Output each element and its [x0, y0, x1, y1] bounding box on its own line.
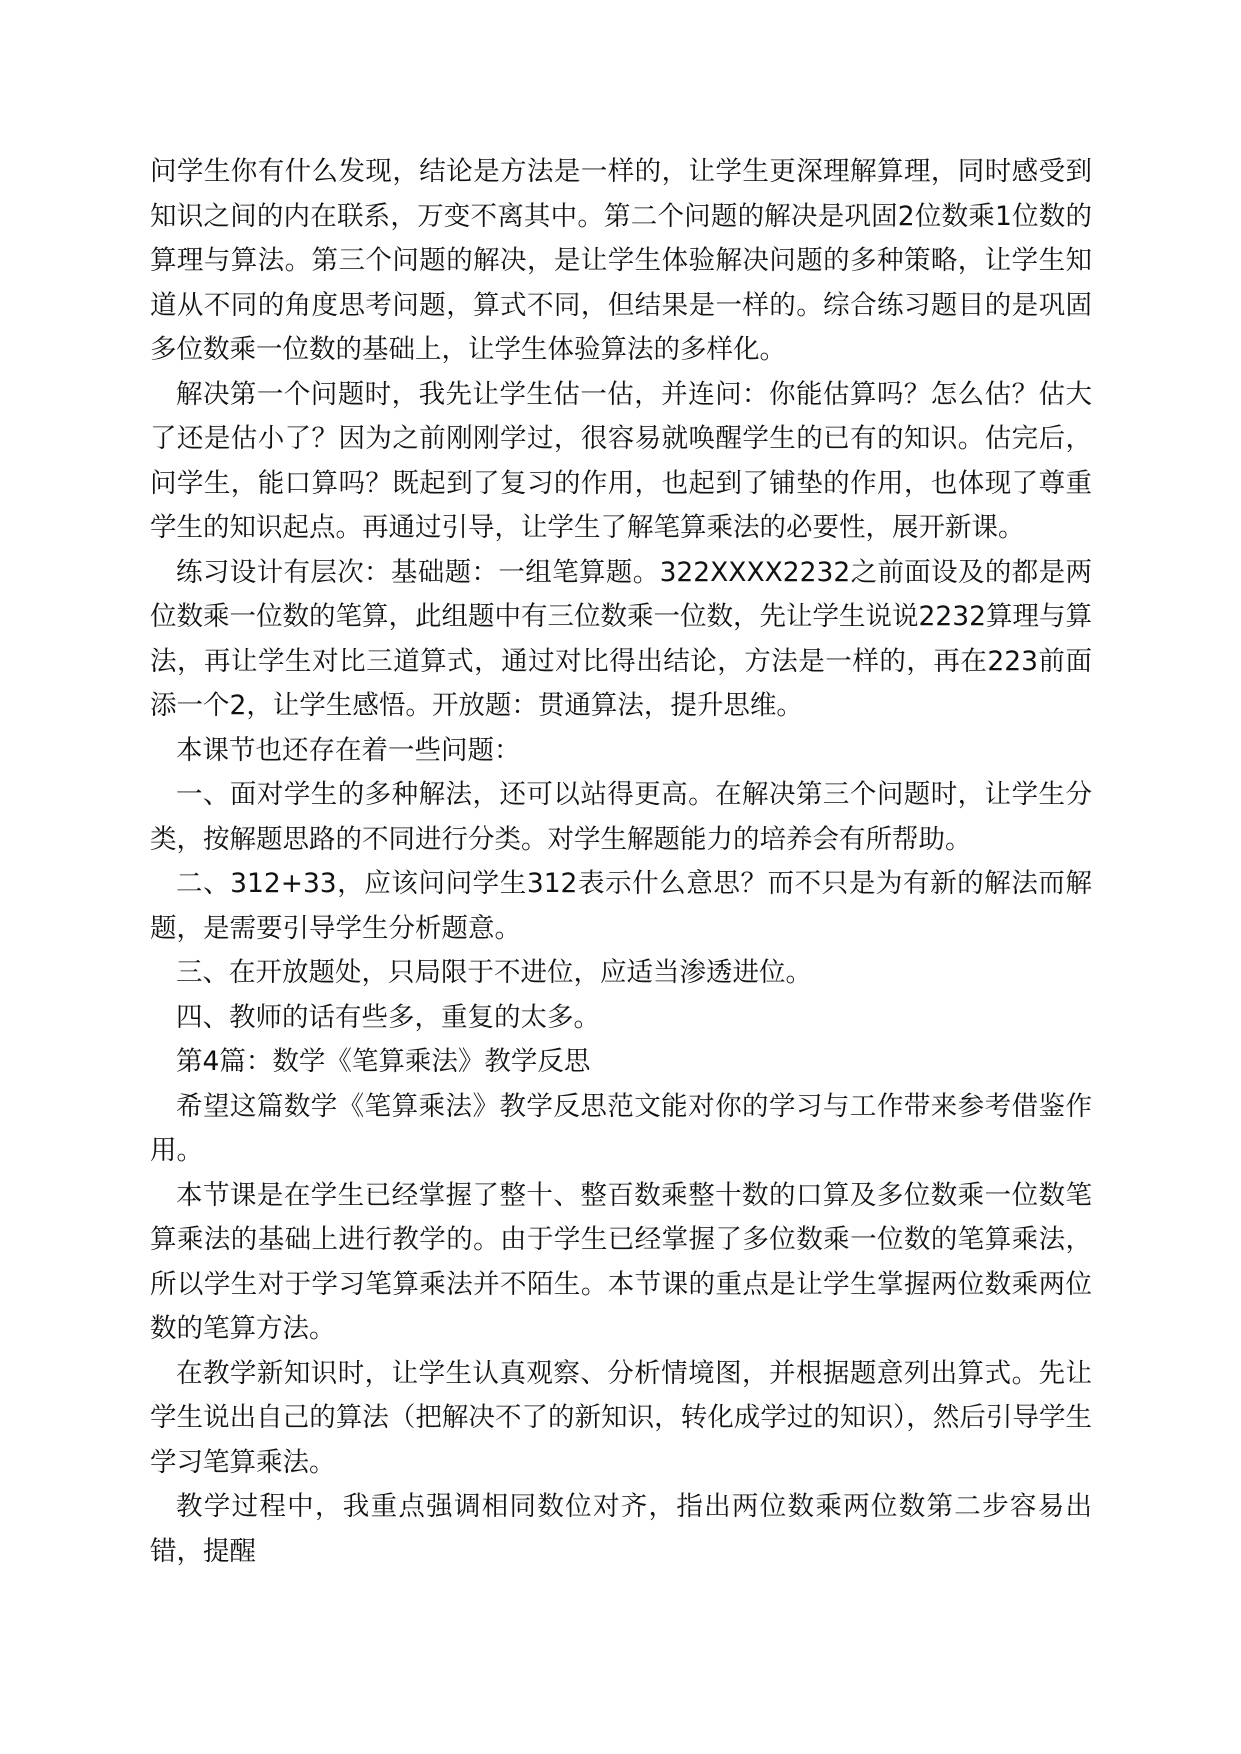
paragraph-intro: 希望这篇数学《笔算乘法》教学反思范文能对你的学习与工作带来参考借鉴作用。	[150, 1090, 1092, 1166]
paragraph-exercise-design: 练习设计有层次：基础题：一组笔算题。322XXXX2232之前面设及的都是两位数乘一位数的笔算，此组题中有三位数乘一位数，先让学生说说2232算理与算法，再让学生对比三道算式，通过对比得出结论，方法是一样的，再在223前面添一个2，让学生感悟。开放题：贯通算法，提升思维。	[150, 556, 1092, 721]
paragraph-lesson-basis: 本节课是在学生已经掌握了整十、整百数乘整十数的口算及多位数乘一位数笔算乘法的基础上进行教学的。由于学生已经掌握了多位数乘一位数的笔算乘法，所以学生对于学习笔算乘法并不陌生。本节课的重点是让学生掌握两位数乘两位数的笔算方法。	[150, 1179, 1092, 1344]
paragraph-teaching-process: 教学过程中，我重点强调相同数位对齐，指出两位数乘两位数第二步容易出错，提醒	[150, 1491, 1092, 1567]
paragraph-issue-2: 二、312+33，应该问问学生312表示什么意思？而不只是为有新的解法而解题，是需要引导学生分析题意。	[150, 868, 1092, 944]
paragraph-issues-intro: 本课节也还存在着一些问题：	[176, 734, 521, 766]
paragraph-continuation: 问学生你有什么发现，结论是方法是一样的，让学生更深理解算理，同时感受到知识之间的内在联系，万变不离其中。第二个问题的解决是巩固2位数乘1位数的算理与算法。第三个问题的解决，是让学生体验解决问题的多种策略，让学生知道从不同的角度思考问题，算式不同，但结果是一样的。综合练习题目的是巩固多位数乘一位数的基础上，让学生体验算法的多样化。	[150, 156, 1092, 365]
section-heading: 第4篇：数学《笔算乘法》教学反思	[176, 1046, 591, 1077]
paragraph-issue-4: 四、教师的话有些多，重复的太多。	[176, 1001, 600, 1033]
paragraph-first-problem: 解决第一个问题时，我先让学生估一估，并连问：你能估算吗？怎么估？估大了还是估小了？因为之前刚刚学过，很容易就唤醒学生的已有的知识。估完后，问学生，能口算吗？既起到了复习的作用，也起到了铺垫的作用，也体现了尊重学生的知识起点。再通过引导，让学生了解笔算乘法的必要性，展开新课。	[150, 378, 1092, 543]
document-page	[150, 150, 1092, 1574]
paragraph-issue-1: 一、面对学生的多种解法，还可以站得更高。在解决第三个问题时，让学生分类，按解题思路的不同进行分类。对学生解题能力的培养会有所帮助。	[150, 779, 1092, 855]
paragraph-new-knowledge: 在教学新知识时，让学生认真观察、分析情境图，并根据题意列出算式。先让学生说出自己的算法（把解决不了的新知识，转化成学过的知识），然后引导学生学习笔算乘法。	[150, 1357, 1092, 1478]
paragraph-issue-3: 三、在开放题处，只局限于不进位，应适当渗透进位。	[176, 957, 812, 988]
